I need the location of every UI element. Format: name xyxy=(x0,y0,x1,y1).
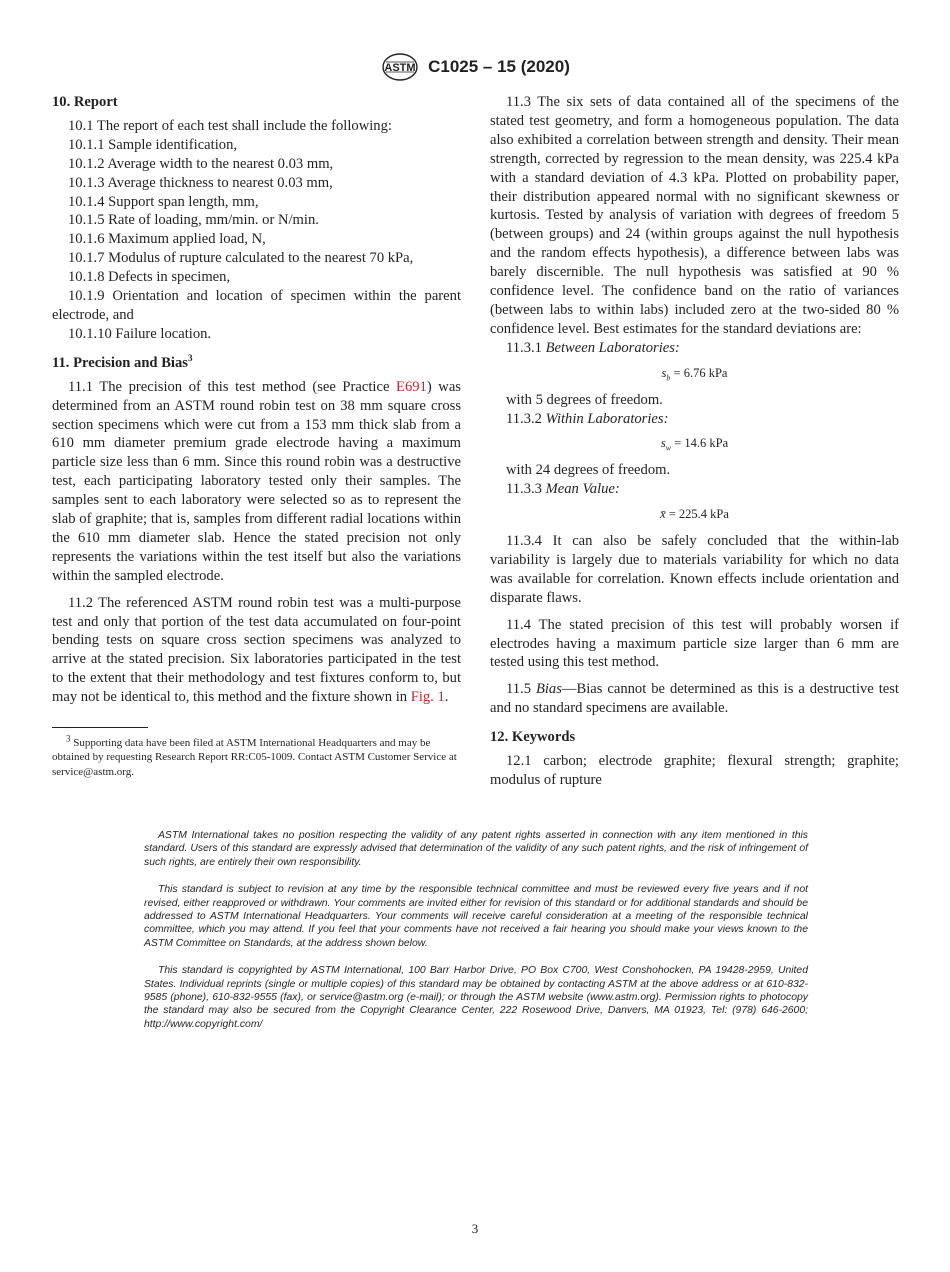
para-dof-5: with 5 degrees of freedom. xyxy=(506,391,663,408)
para-10-1-3: 10.1.3 Average thickness to nearest 0.03 mm, xyxy=(68,174,333,191)
section-11-heading: 11. Precision and Bias$^3$ xyxy=(52,352,193,371)
equation-sw: $s_w = 14.6$ kPa xyxy=(660,436,729,453)
equation-mean: x̄ = 225.4 kPa xyxy=(660,507,729,522)
para-10-1-9: 10.1.9 Orientation and location of specimen within the parent electrode, and xyxy=(52,288,461,323)
para-11-1: 11.1 The precision of this test method (see Practice E691) was determined from an ASTM round robin test on 38 mm square cross section specimens which were cut from a 153 mm thick slab from a 610 mm diameter premium grade electrode having a maximum particle size less than 6 mm. Since this round robin was a destructive test, each participating laboratory tested only their samples. The samples sent to each laboratory were selected so as to represent the slab of graphite; that is, samples from different radial locations within the 610 mm diameter slab. Hence the stated precision not only represents the variations within the test itself but also the variations within the sampled electrode. xyxy=(52,378,461,584)
para-11-2: 11.2 The referenced ASTM round robin test was a multi-purpose test and only that portion of the test data accumulated on four-point bending tests on square cross section specimens was analyzed to arrive at the stated precision. Six laboratories participated in the test to the extent that their methodology and test fixtures conform to, but may not be identical to, this method and the fixture shown in Fig. 1. xyxy=(52,594,461,706)
para-10-1-2: 10.1.2 Average width to the nearest 0.03 mm, xyxy=(68,155,334,172)
para-10-1-5: 10.1.5 Rate of loading, mm/min. or N/min. xyxy=(68,212,319,229)
right-column xyxy=(490,93,899,790)
left-column xyxy=(52,93,461,779)
document-designation: C1025 – 15 (2020) xyxy=(428,57,570,76)
para-10-1-1: 10.1.1 Sample identification, xyxy=(68,136,238,153)
para-10-1-10: 10.1.10 Failure location. xyxy=(68,325,212,342)
para-11-3: 11.3 The six sets of data contained all of the specimens of the stated test geometry, and form a homogeneous population. The data also exhibited a correlation between strength and density. Their mean strength, corrected by regression to the mean density, was 225.4 kPa with a standard deviation of 4.3 kPa. Plotted on probability paper, their distribution appeared normal with no significant skewness or kurtosis. Tested by analysis of variation with degrees of freedom 5 (between groups) and 24 (within groups against the null hypothesis and the random effects hypothesis), a difference between labs was barely discernible. The null hypothesis was satisfied at 90 % confidence level. The confidence band on the ratio of variances (between labs to within labs) included zero at the two-sided 80 % confidence level. Best estimates for the standard deviations are: xyxy=(490,94,899,337)
para-11-3-3: 11.3.3 Mean Value: xyxy=(506,481,620,498)
footnote-3: $^3$ Supporting data have been filed at ASTM International Headquarters and may be obtained by requesting Research Report RR:C05-1009. Contact ASTM Customer Service at service@astm.org. xyxy=(52,733,457,778)
para-10-1-4: 10.1.4 Support span length, mm, xyxy=(68,193,259,210)
svg-text:ASTM: ASTM xyxy=(384,62,416,74)
notice-revision: This standard is subject to revision at any time by the responsible technical committee and must be reviewed every five years and if not revised, either reapproved or withdrawn. Your comments are invited either for revision of this standard or for additional standards and should be addressed to ASTM International Headquarters. Your comments will receive careful consideration at a meeting of the responsible technical committee, which you may attend. If you feel that your comments have not received a fair hearing you should make your views known to the ASTM Committee on Standards, at the address shown below. xyxy=(144,884,808,949)
para-10-1-7: 10.1.7 Modulus of rupture calculated to the nearest 70 kPa, xyxy=(68,250,414,267)
legal-notice xyxy=(144,829,808,1045)
para-11-4: 11.4 The stated precision of this test will probably worsen if electrodes having a maximum particle size larger than 6 mm are tested using this test method. xyxy=(490,616,899,671)
section-12-heading: 12. Keywords xyxy=(490,729,576,746)
section-10-heading: 10. Report xyxy=(52,94,118,110)
para-11-3-1: 11.3.1 Between Laboratories: xyxy=(506,339,680,356)
astm-logo-icon xyxy=(380,52,420,82)
page-header xyxy=(0,52,950,82)
footnote-divider xyxy=(52,727,148,728)
para-dof-24: with 24 degrees of freedom. xyxy=(506,462,671,479)
notice-patent: ASTM International takes no position respecting the validity of any patent rights asserted in connection with any item mentioned in this standard. Users of this standard are expressly advised that determination of the validity of any such patent rights, and the risk of infringement of such rights, are entirely their own responsibility. xyxy=(144,830,808,868)
para-11-5: 11.5 Bias—Bias cannot be determined as this is a destructive test and no standard specimens are available. xyxy=(490,681,899,717)
para-10-1-8: 10.1.8 Defects in specimen, xyxy=(68,269,231,286)
para-12-1: 12.1 carbon; electrode graphite; flexural strength; graphite; modulus of rupture xyxy=(490,753,899,788)
para-10-1-6: 10.1.6 Maximum applied load, N, xyxy=(68,231,266,248)
footnote-ref: 3 xyxy=(187,352,193,363)
page-number: 3 xyxy=(471,1221,479,1236)
para-10-1: 10.1 The report of each test shall include the following: xyxy=(68,117,392,134)
fig-1-link[interactable]: Fig. 1 xyxy=(410,689,445,706)
e691-link[interactable]: E691 xyxy=(396,378,427,395)
para-11-3-2: 11.3.2 Within Laboratories: xyxy=(506,410,669,427)
notice-copyright: This standard is copyrighted by ASTM International, 100 Barr Harbor Drive, PO Box C700, West Conshohocken, PA 19428-2959, United States. Individual reprints (single or multiple copies) of this standard may be obtained by contacting ASTM at the above address or at 610-832-9585 (phone), 610-832-9555 (fax), or service@astm.org (e-mail); or through the ASTM website (www.astm.org). Permission rights to photocopy the standard may also be secured from the Copyright Clearance Center, 222 Rosewood Drive, Danvers, MA 01923, Tel: (978) 646-2600; http://www.copyright.com/ xyxy=(144,965,808,1030)
equation-sb: $s_b = 6.76$ kPa xyxy=(661,365,728,383)
para-11-3-4: 11.3.4 It can also be safely concluded that the within-lab variability is largely due to materials variability for which no data was available for correlation. Known effects include orientation and disparate flaws. xyxy=(490,533,899,606)
